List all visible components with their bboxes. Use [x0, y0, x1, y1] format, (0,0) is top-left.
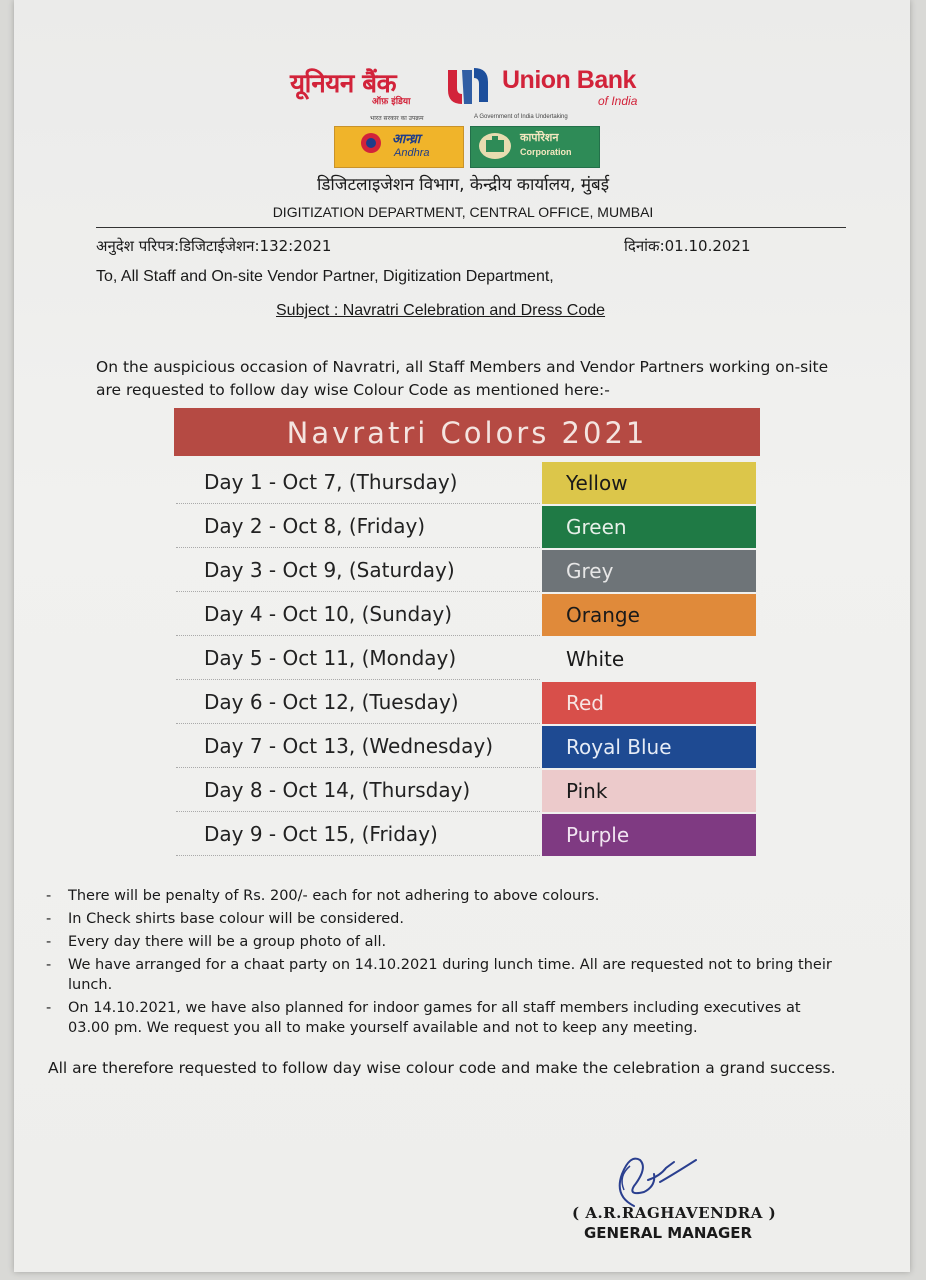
corporation-hindi: कार्पोरेशन — [520, 131, 559, 144]
color-swatch: Pink — [542, 770, 756, 812]
department-english: DIGITIZATION DEPARTMENT, CENTRAL OFFICE, MUMBAI — [272, 204, 654, 220]
notes-list — [46, 886, 836, 1041]
intro-paragraph: On the auspicious occasion of Navratri, all Staff Members and Vendor Partners working on-site are requested to follow day wise Colour Code as mentioned here:- — [96, 358, 829, 399]
note-text: In Check shirts base colour will be considered. — [68, 911, 404, 927]
color-swatch: Yellow — [542, 462, 756, 504]
andhra-hindi: आन्ध्रा — [392, 132, 421, 147]
list-item: - In Check shirts base colour will be considered. — [46, 911, 404, 927]
day-label: Day 6 - Oct 12, (Tuesday) — [204, 690, 459, 714]
day-label: Day 7 - Oct 13, (Wednesday) — [204, 734, 494, 758]
list-item: - On 14.10.2021, we have also planned for indoor games for all staff members including executives at 03.00 pm. We request you all to make yourself available and not to keep any meeting. — [46, 1000, 801, 1036]
union-bank-logo-icon — [442, 64, 494, 108]
circular-number: अनुदेश परिपत्र:डिजिटाईजेशन:132:2021 — [96, 237, 332, 255]
day-label: Day 2 - Oct 8, (Friday) — [204, 514, 426, 538]
department-hindi: डिजिटलाइजेशन विभाग, केन्द्रीय कार्यालय, मुंबई — [316, 175, 610, 195]
signatory-name: ( A.R.RAGHAVENDRA ) — [572, 1204, 777, 1222]
note-text: On 14.10.2021, we have also planned for indoor games for all staff members including executives at 03.00 pm. We request you all to make yourself available and not to keep any meeting. — [68, 1000, 801, 1036]
color-swatch: Purple — [542, 814, 756, 856]
tagline-hindi: भारत सरकार का उपक्रम — [370, 115, 424, 122]
day-label: Day 9 - Oct 15, (Friday) — [204, 822, 438, 846]
table-row — [176, 460, 756, 504]
closing-paragraph: All are therefore requested to follow day wise colour code and make the celebration a grand success. — [48, 1059, 836, 1077]
bank-name-english: Union Bank — [502, 66, 636, 94]
bank-name-hindi-sub: ऑफ़ इंडिया — [372, 97, 411, 107]
corporation-emblem-icon — [476, 130, 514, 162]
corporation-english: Corporation — [520, 147, 572, 157]
note-text: Every day there will be a group photo of all. — [68, 934, 387, 950]
circular-date: दिनांक:01.10.2021 — [624, 237, 751, 255]
bank-name-english-sub: of India — [598, 94, 638, 108]
list-item: - Every day there will be a group photo of all. — [46, 934, 387, 950]
day-label: Day 1 - Oct 7, (Thursday) — [204, 470, 458, 494]
day-label: Day 8 - Oct 14, (Thursday) — [204, 778, 471, 802]
header-divider — [96, 227, 846, 228]
table-title: Navratri Colors 2021 — [174, 408, 760, 456]
signatory-title: GENERAL MANAGER — [584, 1224, 753, 1242]
tagline-english: A Government of India Undertaking — [474, 114, 568, 120]
table-row — [176, 636, 756, 680]
color-swatch: Orange — [542, 594, 756, 636]
bank-name-hindi: यूनियन बैंक — [290, 69, 397, 99]
table-row — [176, 504, 756, 548]
subject-line: Subject : Navratri Celebration and Dress Code — [276, 302, 606, 319]
color-swatch: White — [566, 647, 625, 671]
table-row — [176, 592, 756, 636]
color-swatch: Royal Blue — [542, 726, 756, 768]
table-row — [176, 680, 756, 724]
color-swatch: Red — [542, 682, 756, 724]
andhra-logo-icon — [360, 132, 382, 154]
addressee: To, All Staff and On-site Vendor Partner, Digitization Department, — [96, 268, 554, 285]
table-row — [176, 768, 756, 812]
note-text: There will be penalty of Rs. 200/- each for not adhering to above colours. — [68, 888, 600, 904]
day-label: Day 5 - Oct 11, (Monday) — [204, 646, 457, 670]
color-swatch: Grey — [542, 550, 756, 592]
day-label: Day 4 - Oct 10, (Sunday) — [204, 602, 453, 626]
list-item: - There will be penalty of Rs. 200/- each for not adhering to above colours. — [46, 888, 600, 904]
list-item: - We have arranged for a chaat party on 14.10.2021 during lunch time. All are requested not to bring their lunch. — [46, 957, 832, 993]
color-swatch: Green — [542, 506, 756, 548]
note-text: We have arranged for a chaat party on 14.10.2021 during lunch time. All are requested not to bring their lunch. — [68, 957, 832, 993]
andhra-english: Andhra — [394, 147, 430, 159]
table-row — [176, 724, 756, 768]
row-divider — [176, 855, 540, 856]
table-row — [176, 812, 756, 856]
table-row — [176, 548, 756, 592]
day-label: Day 3 - Oct 9, (Saturday) — [204, 558, 455, 582]
